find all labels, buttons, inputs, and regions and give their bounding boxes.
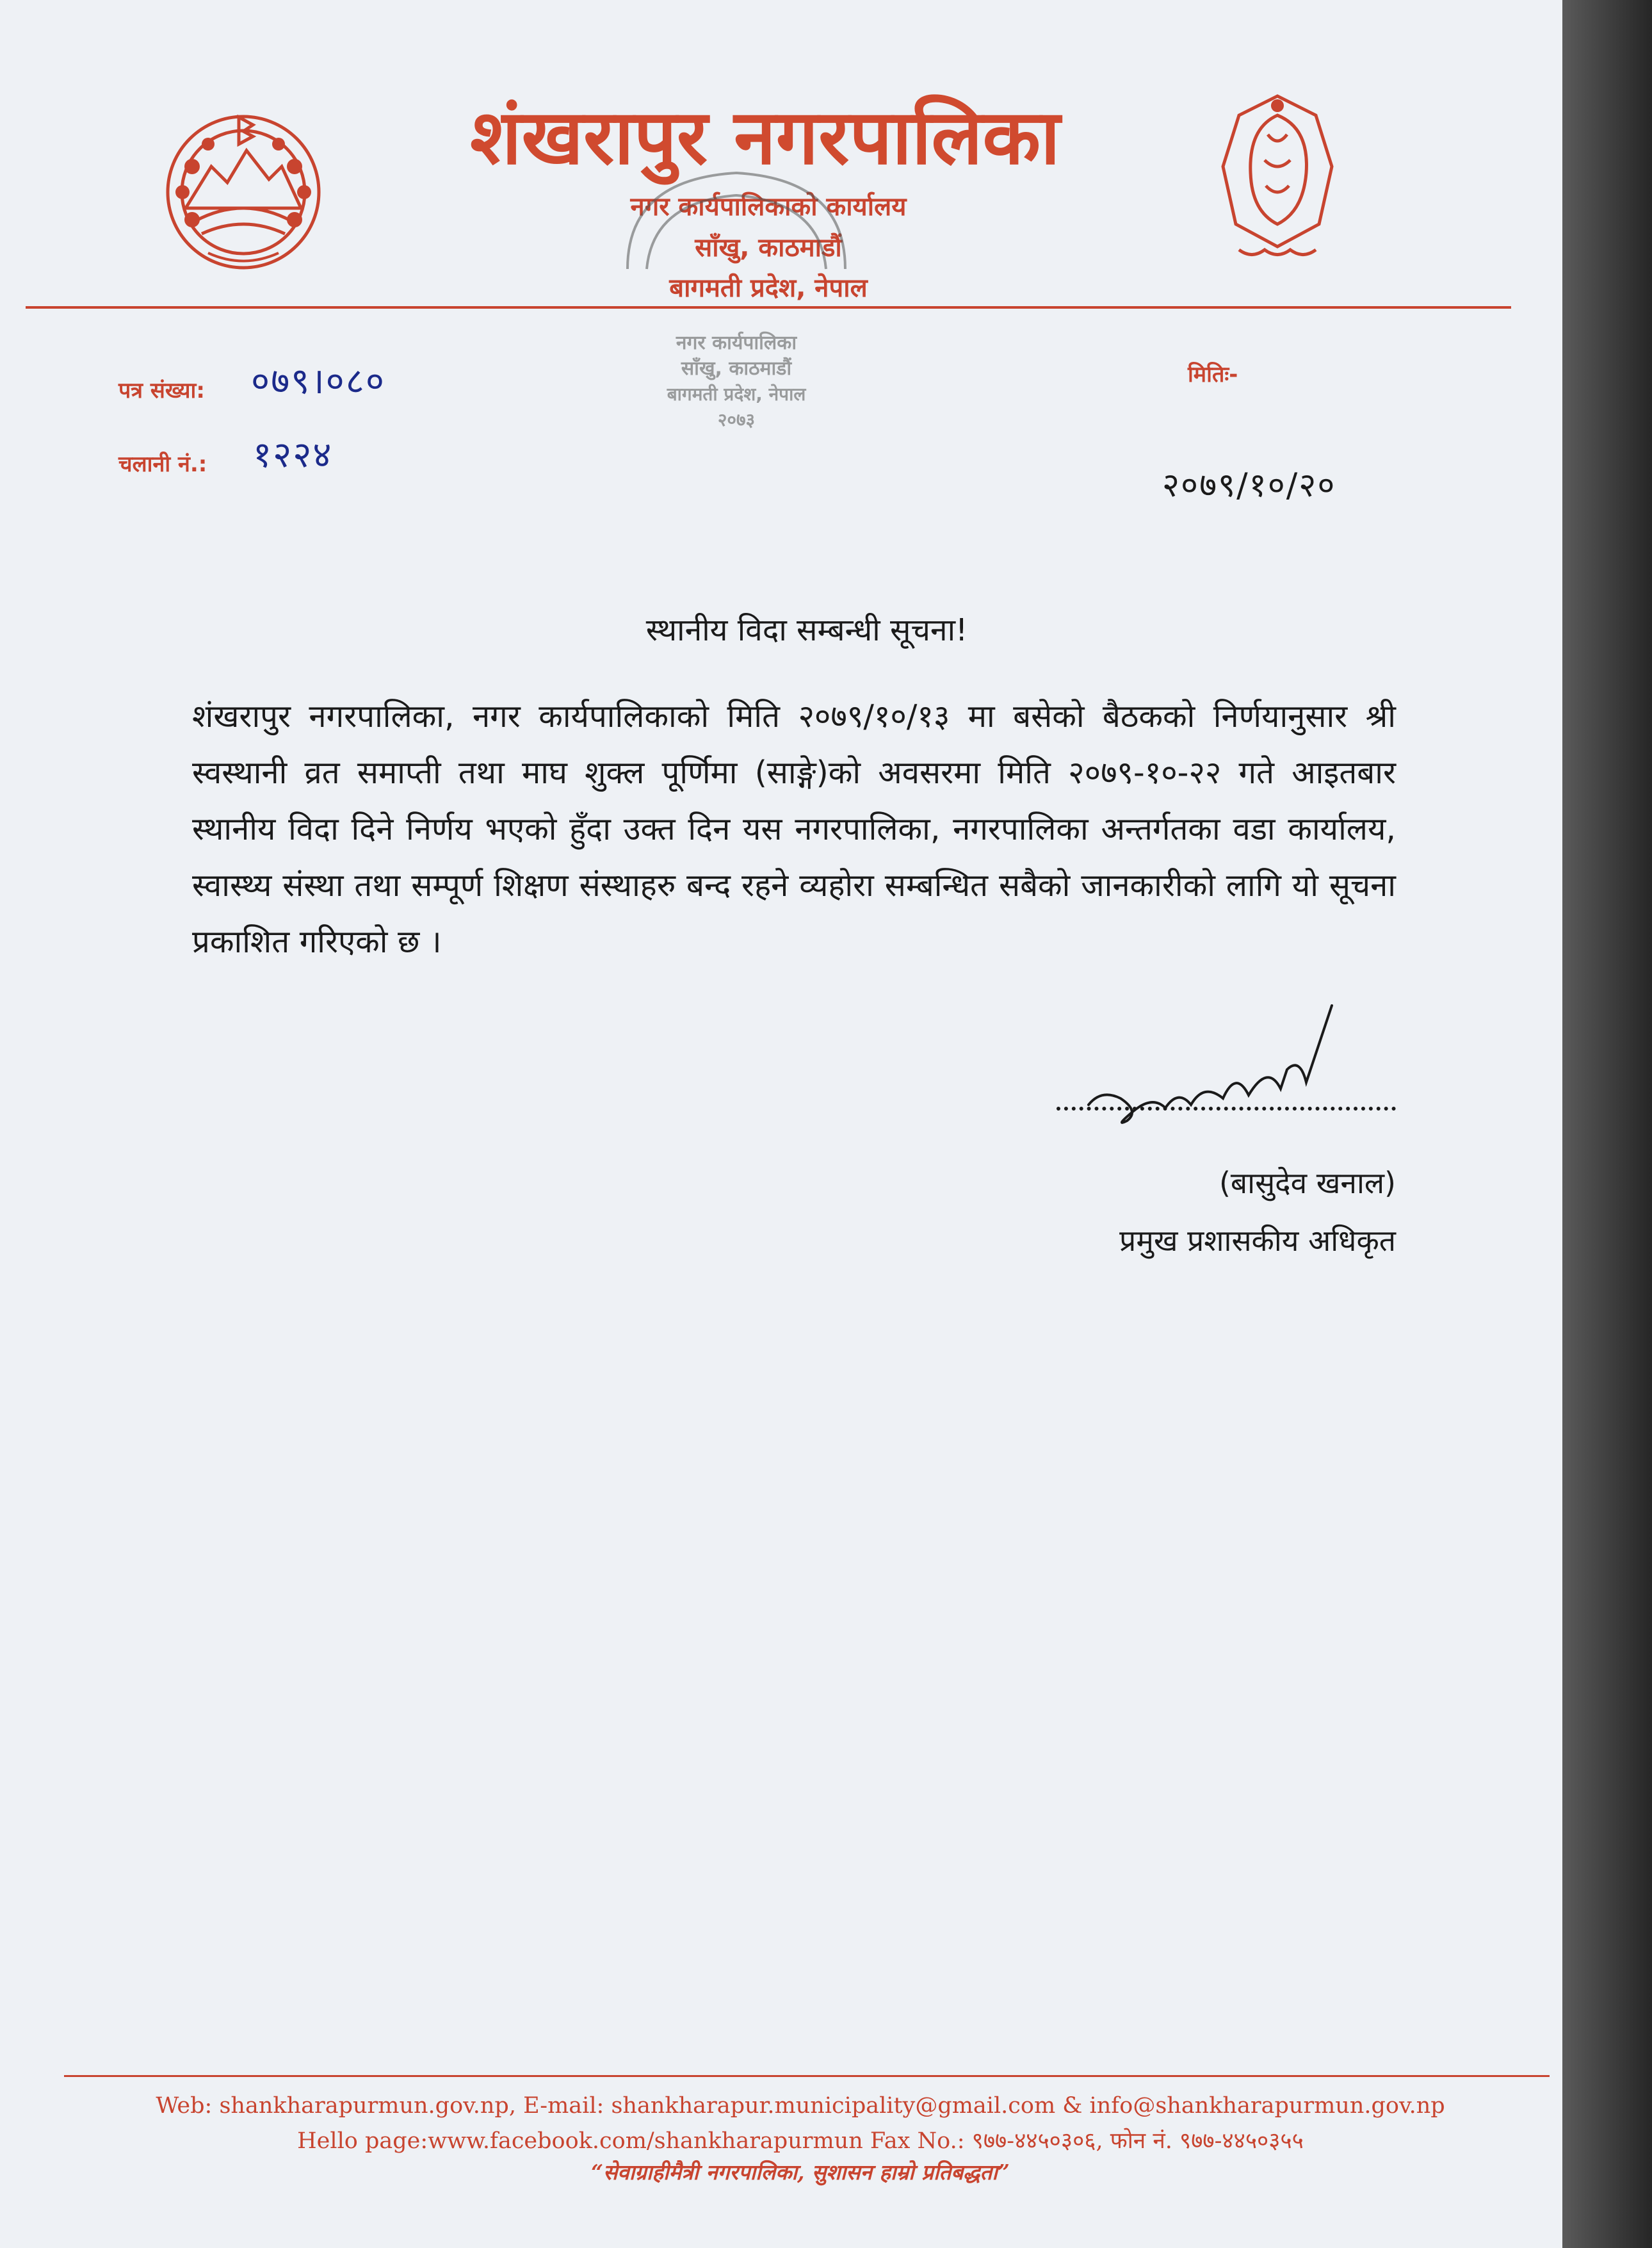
stamp-line-4: २०७३ xyxy=(717,409,756,430)
patra-sankhya-label: पत्र संख्या: xyxy=(118,378,205,403)
handwritten-signature xyxy=(1076,993,1357,1134)
office-province: बागमती प्रदेश, नेपाल xyxy=(669,273,868,303)
stamp-line-2: साँखु, काठमाडौं xyxy=(681,357,792,380)
scan-background-edge xyxy=(1562,0,1652,2248)
stamp-line-1: नगर कार्यपालिका xyxy=(676,332,797,354)
signature-line xyxy=(1057,1107,1396,1111)
office-name: नगर कार्यपालिकाको कार्यालय xyxy=(630,192,907,222)
footer-social-line: Hello page:www.facebook.com/shankharapurmun Fax No.: ९७७-४४५०३०६, फोन नं. ९७७-४४५०३५५ xyxy=(297,2128,1304,2154)
signatory-title: प्रमुख प्रशासकीय अधिकृत xyxy=(1119,1223,1396,1258)
chalani-number-label: चलानी नं.: xyxy=(118,452,207,477)
patra-sankhya-value: ०७९।०८० xyxy=(251,361,385,402)
notice-heading: स्थानीय विदा सम्बन्धी सूचना! xyxy=(645,612,968,648)
office-stamp xyxy=(602,141,871,436)
nepal-emblem-logo xyxy=(157,106,330,279)
footer-contact-line: Web: shankharapurmun.gov.np, E-mail: shankharapur.municipality@gmail.com & info@shankharapurmun.gov.np xyxy=(156,2093,1445,2119)
footer-divider xyxy=(64,2075,1550,2077)
stamp-line-3: बागमती प्रदेश, नेपाल xyxy=(667,384,806,405)
footer-slogan: “सेवाग्राहीमैत्री नगरपालिका, सुशासन हाम्रो प्रतिबद्धता” xyxy=(591,2160,1010,2185)
chalani-number-value: १२२४ xyxy=(253,434,333,476)
municipality-title: शंखरापुर नगरपालिका xyxy=(470,93,1060,181)
signatory-name: (बासुदेव खनाल) xyxy=(1219,1166,1396,1200)
conch-emblem-logo xyxy=(1213,90,1341,266)
miti-label: मितिः- xyxy=(1188,362,1238,387)
letter-date: २०७९/१०/२० xyxy=(1162,466,1336,505)
notice-body: शंखरापुर नगरपालिका, नगर कार्यपालिकाको मिति २०७९/१०/१३ मा बसेको बैठकको निर्णयानुसार श्री स्वस्थानी व्रत समाप्ती तथा माघ शुक्ल पूर्णिमा (साङ्गे)को अवसरमा मिति २०७९-१०-२२ गते आइतबार स्थानीय विदा दिने निर्णय भएको हुँदा उक्त दिन यस नगरपालिका, नगरपालिका अन्तर्गतका वडा कार्यालय, स्वास्थ्य संस्था तथा सम्पूर्ण शिक्षण संस्थाहरु बन्द रहने व्यहोरा सम्बन्धित सबैको जानकारीको लागि यो सूचना प्रकाशित गरिएको छ । xyxy=(192,698,1396,960)
office-address: साँखु, काठमाडौं xyxy=(695,233,842,263)
